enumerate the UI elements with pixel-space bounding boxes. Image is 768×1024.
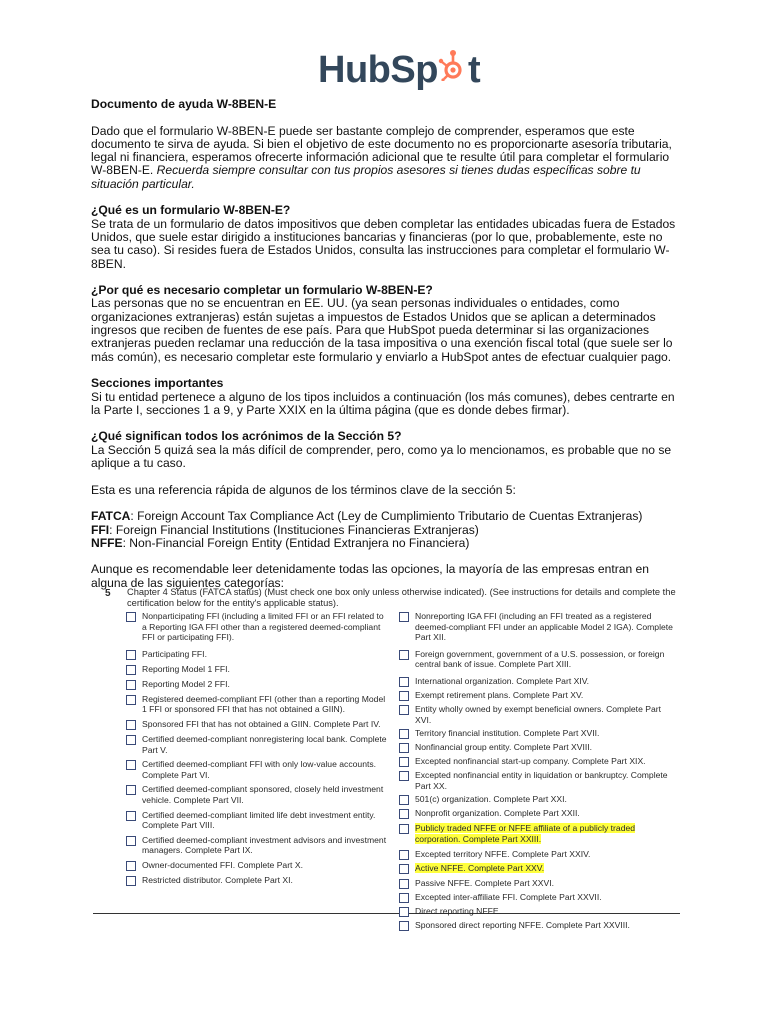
checkbox[interactable] (126, 836, 136, 846)
fatca-option-left-9 (126, 784, 390, 805)
fatca-option-right-17 (399, 906, 679, 917)
checkbox[interactable] (126, 650, 136, 660)
checkbox[interactable] (399, 691, 409, 701)
document-body (91, 98, 681, 590)
document-title: Documento de ayuda W-8BEN-E (91, 97, 277, 111)
intro-text: Dado que el formulario W-8BEN-E puede ser bastante complejo de comprender, esperamos que este documento te sirva de ayuda. Si bien el objetivo de este documento no es proporcionarte asesoría tributaria, legal ni financiera, esperamos ofrecerte información adicional que te resulte útil para completar el formulario W-8BEN-E. (91, 123, 672, 178)
option-label-text: Reporting Model 1 FFI. (142, 663, 230, 674)
fatca-option-left-1 (126, 611, 390, 643)
checkbox[interactable] (399, 893, 409, 903)
section-body-important: Si tu entidad pertenece a alguno de los tipos incluidos a continuación (los más comunes), debes centrarte en la Parte I, secciones 1 a 9, y Parte XXIX en la última página (que es donde debes firmar). (91, 389, 675, 417)
option-label-text: Restricted distributor. Complete Part XI. (142, 874, 293, 885)
fatca-option-right-6 (399, 728, 679, 739)
option-label-text: Certified deemed-compliant nonregistering local bank. Complete Part V. (142, 733, 387, 755)
fatca-option-left-8 (126, 759, 390, 780)
form-right-column (399, 611, 679, 934)
term-nffe (91, 537, 681, 550)
option-label-text: Sponsored direct reporting NFFE. Complete Part XXVIII. (415, 919, 630, 930)
option-label (142, 875, 390, 886)
fatca-option-right-15 (399, 878, 679, 889)
checkbox[interactable] (126, 876, 136, 886)
option-label-text: Participating FFI. (142, 648, 207, 659)
option-label (142, 835, 390, 856)
checkbox[interactable] (399, 907, 409, 917)
logo-text-start: HubSp (318, 49, 438, 91)
option-label-text: Excepted territory NFFE. Complete Part XXIV. (415, 848, 591, 859)
checkbox[interactable] (399, 809, 409, 819)
fatca-option-left-10 (126, 810, 390, 831)
fatca-option-right-9 (399, 770, 679, 791)
checkbox[interactable] (399, 729, 409, 739)
option-label (415, 823, 679, 844)
option-label-text: Excepted inter-affiliate FFI. Complete Part XXVII. (415, 891, 602, 902)
option-label (415, 920, 679, 931)
fatca-option-right-10 (399, 794, 679, 805)
option-label (415, 742, 679, 753)
term-desc: : Foreign Account Tax Compliance Act (Ley de Cumplimiento Tributario de Cuentas Extranjeras) (130, 509, 643, 524)
option-label-text: Publicly traded NFFE or NFFE affiliate of a publicly traded corporation. Complete Part XXIII. (415, 823, 636, 844)
fatca-option-right-16 (399, 892, 679, 903)
checkbox[interactable] (126, 612, 136, 622)
fatca-option-left-6 (126, 719, 390, 730)
intro-paragraph (91, 125, 681, 191)
checkbox[interactable] (399, 850, 409, 860)
fatca-option-right-2 (399, 649, 679, 670)
fatca-option-right-18 (399, 920, 679, 931)
section-body-what: Se trata de un formulario de datos impositivos que deben completar las entidades ubicadas fuera de Estados Unidos, que suele estar dirigido a instituciones bancarias y financieras (por lo que, probablemente, este no sea tu caso). Si resides fuera de Estados Unidos, consulta las instrucciones para completar el formulario W-8BEN. (91, 216, 676, 271)
option-label (415, 649, 679, 670)
option-label-text: Registered deemed-compliant FFI (other than a reporting Model 1 FFI or sponsored FFI that has not obtained a GIIN). (142, 693, 386, 715)
logo-text-end: t (467, 49, 481, 91)
fatca-option-left-5 (126, 694, 390, 715)
option-label-text: Nonparticipating FFI (including a limited FFI or an FFI related to a Reporting IGA FFI other than a registered deemed-compliant FFI or participating FFI). (142, 611, 384, 643)
fatca-option-right-5 (399, 704, 679, 725)
checkbox[interactable] (399, 757, 409, 767)
fatca-option-left-2 (126, 649, 390, 660)
option-label-text: Territory financial institution. Complete Part XVII. (415, 728, 600, 739)
checkbox[interactable] (399, 612, 409, 622)
checkbox[interactable] (399, 677, 409, 687)
option-label (142, 810, 390, 831)
option-label (415, 878, 679, 889)
option-label (415, 863, 679, 874)
fatca-option-right-11 (399, 808, 679, 819)
option-label (142, 649, 390, 660)
option-label-text: Certified deemed-compliant FFI with only low-value accounts. Complete Part VI. (142, 759, 377, 780)
option-label (415, 704, 679, 725)
fatca-option-left-3 (126, 664, 390, 675)
option-label (415, 728, 679, 739)
term-desc: : Foreign Financial Institutions (Instituciones Financieras Extranjeras) (109, 522, 479, 537)
checkbox[interactable] (399, 879, 409, 889)
fatca-option-left-11 (126, 835, 390, 856)
fatca-option-right-8 (399, 756, 679, 767)
form-section-header: Chapter 4 Status (FATCA status) (Must check one box only unless otherwise indicated). (See instructions for details and complete the certification below for the entity's applicable status). (127, 587, 676, 608)
term-abbr: NFFE (91, 535, 123, 550)
option-label (142, 611, 390, 643)
hubspot-logo (318, 46, 480, 94)
fatca-option-right-13 (399, 849, 679, 860)
term-fatca (91, 510, 681, 523)
option-label (415, 756, 679, 767)
option-label (142, 734, 390, 755)
option-label-text: Direct reporting NFFE. (415, 905, 501, 916)
section-heading-why: ¿Por qué es necesario completar un formulario W-8BEN-E? (91, 283, 433, 298)
checkbox[interactable] (399, 650, 409, 660)
checkbox[interactable] (126, 760, 136, 770)
fatca-option-right-12 (399, 823, 679, 844)
fatca-option-right-14 (399, 863, 679, 874)
checkbox[interactable] (399, 771, 409, 781)
section-heading-important: Secciones importantes (91, 376, 224, 391)
form-left-column (126, 611, 390, 890)
option-label-text: Certified deemed-compliant limited life debt investment entity. Complete Part VIII. (142, 809, 376, 831)
option-label (142, 759, 390, 780)
term-ffi (91, 524, 681, 537)
option-label-text: Sponsored FFI that has not obtained a GIIN. Complete Part IV. (142, 718, 381, 729)
option-label-text: Reporting Model 2 FFI. (142, 678, 230, 689)
term-desc: : Non-Financial Foreign Entity (Entidad Extranjera no Financiera) (122, 535, 470, 550)
option-label (415, 611, 679, 643)
checkbox[interactable] (126, 785, 136, 795)
option-label-text: Excepted nonfinancial start-up company. Complete Part XIX. (415, 756, 646, 767)
option-label-text: Owner-documented FFI. Complete Part X. (142, 859, 303, 870)
option-label-text: Excepted nonfinancial entity in liquidation or bankruptcy. Complete Part XX. (415, 770, 668, 791)
term-abbr: FFI (91, 522, 110, 537)
option-label-text: Entity wholly owned by exempt beneficial owners. Complete Part XVI. (415, 703, 661, 725)
option-label (415, 808, 679, 819)
fatca-option-right-1 (399, 611, 679, 643)
closing-paragraph: Aunque es recomendable leer detenidamente todas las opciones, la mayoría de las empresas entran en alguna de las siguientes categorías: (91, 562, 650, 590)
section-body-acronyms: La Sección 5 quizá sea la más difícil de comprender, pero, como ya lo mencionamos, es probable que no se aplique a tu caso. (91, 442, 672, 471)
fatca-option-left-4 (126, 679, 390, 690)
section-heading-acronyms: ¿Qué significan todos los acrónimos de la Sección 5? (91, 429, 402, 444)
checkbox[interactable] (126, 720, 136, 730)
option-label (142, 694, 390, 715)
option-label (415, 849, 679, 860)
option-label (415, 690, 679, 701)
fatca-option-left-12 (126, 860, 390, 871)
fatca-option-right-4 (399, 690, 679, 701)
fatca-status-form-excerpt (93, 585, 680, 930)
option-label-text: Certified deemed-compliant sponsored, closely held investment vehicle. Complete Part VII. (142, 784, 384, 805)
option-label-text: Exempt retirement plans. Complete Part XV. (415, 689, 584, 700)
option-label-text: International organization. Complete Part XIV. (415, 675, 590, 686)
fatca-option-right-3 (399, 676, 679, 687)
checkbox[interactable] (399, 795, 409, 805)
checkbox[interactable] (399, 921, 409, 931)
checkbox[interactable] (399, 824, 409, 834)
option-label-text: Active NFFE. Complete Part XXV. (415, 862, 545, 873)
option-label-text: 501(c) organization. Complete Part XXI. (415, 794, 567, 805)
option-label-text: Nonprofit organization. Complete Part XXII. (415, 808, 580, 819)
option-label (142, 719, 390, 730)
fatca-option-left-13 (126, 875, 390, 886)
option-label-text: Foreign government, government of a U.S. possession, or foreign central bank of issue. Complete Part XIII. (415, 648, 665, 670)
option-label-text: Nonfinancial group entity. Complete Part XVIII. (415, 742, 593, 753)
option-label (142, 860, 390, 871)
option-label-text: Nonreporting IGA FFI (including an FFI treated as a registered deemed-compliant FFI under an applicable Model 2 IGA). Complete Part XII. (415, 611, 673, 643)
option-label (142, 679, 390, 690)
term-abbr: FATCA (91, 509, 131, 524)
option-label (142, 784, 390, 805)
option-label (415, 906, 679, 917)
fatca-option-left-7 (126, 734, 390, 755)
intro-italic-text: Recuerda siempre consultar con tus propios asesores si tienes dudas específicas sobre tu situación particular. (91, 163, 641, 191)
checkbox[interactable] (126, 811, 136, 821)
sprocket-icon (438, 55, 468, 85)
checkbox[interactable] (399, 705, 409, 715)
checkbox[interactable] (126, 665, 136, 675)
section-body-why: Las personas que no se encuentran en EE. UU. (ya sean personas individuales o entidades, como organizaciones extranjeras) están sujetas a impuestos de Estados Unidos que se aplican a determinados ingresos que reciben de fuentes de ese país. Para que HubSpot pueda determinar si las organizaciones extranjeras pueden reclamar una reducción de la tasa impositiva o una exención fiscal total (que suele ser lo más común), es necesario completar este formulario y enviarlo a HubSpot antes de efectuar cualquier pago. (91, 296, 673, 364)
checkbox[interactable] (126, 861, 136, 871)
option-label (415, 794, 679, 805)
checkbox[interactable] (126, 735, 136, 745)
form-section-number: 5 (105, 588, 111, 599)
option-label (415, 892, 679, 903)
option-label (142, 664, 390, 675)
section-heading-what: ¿Qué es un formulario W-8BEN-E? (91, 203, 291, 218)
checkbox[interactable] (399, 743, 409, 753)
checkbox[interactable] (399, 864, 409, 874)
reference-intro: Esta es una referencia rápida de algunos de los términos clave de la sección 5: (91, 482, 516, 497)
option-label (415, 676, 679, 687)
checkbox[interactable] (126, 695, 136, 705)
fatca-option-right-7 (399, 742, 679, 753)
option-label-text: Certified deemed-compliant investment advisors and investment managers. Complete Part IX. (142, 834, 387, 856)
option-label (415, 770, 679, 791)
checkbox[interactable] (126, 680, 136, 690)
option-label-text: Passive NFFE. Complete Part XXVI. (415, 877, 554, 888)
